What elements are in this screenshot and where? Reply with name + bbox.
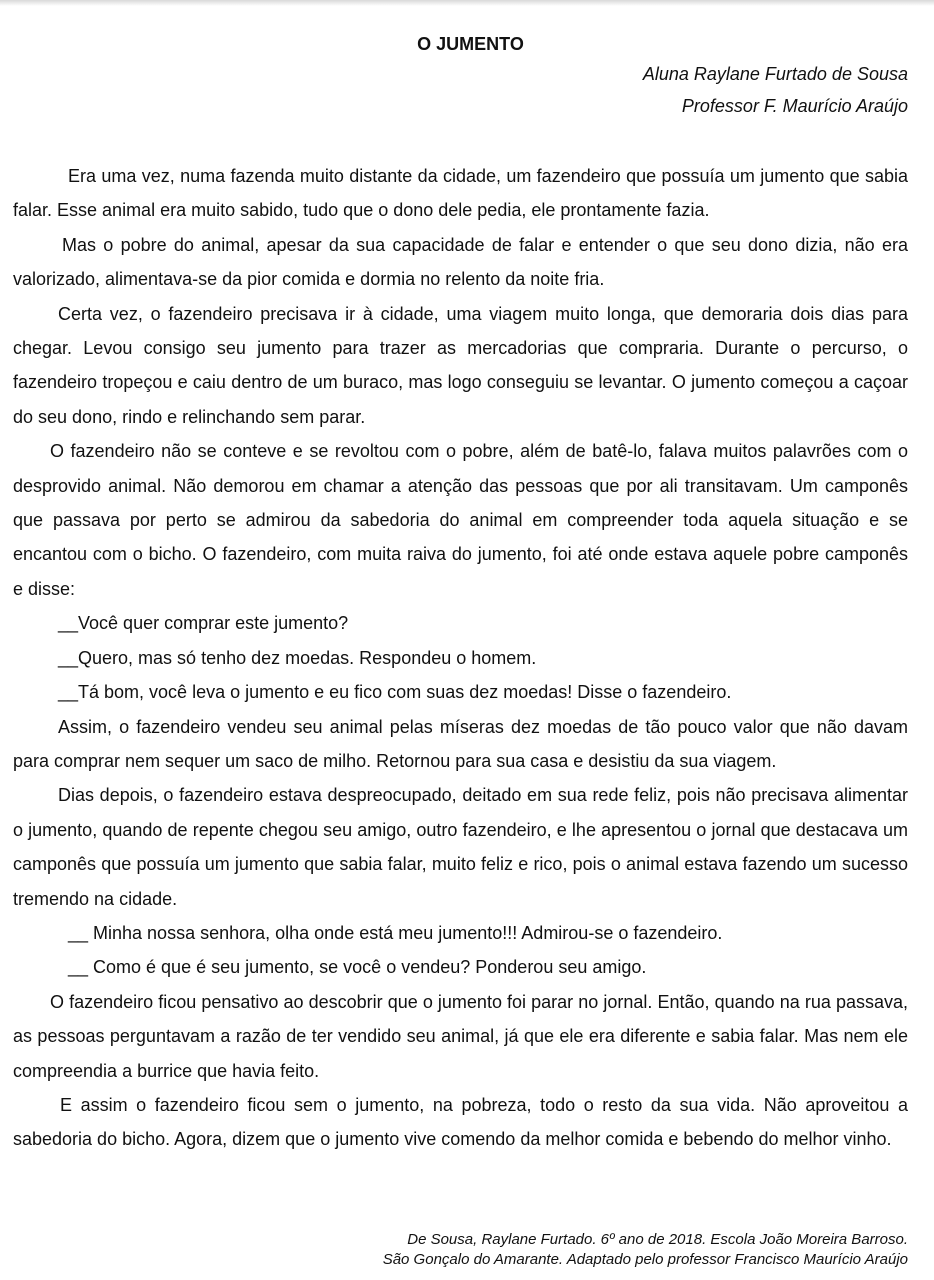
scan-edge-shadow	[0, 0, 934, 6]
paragraph: Certa vez, o fazendeiro precisava ir à cidade, uma viagem muito longa, que demoraria dois dias para chegar. Levou consigo seu jumento para trazer as mercadorias que compraria. Durante o percurso, o fazendeiro tropeçou e caiu dentro de um buraco, mas logo conseguiu se levantar. O jumento começou a caçoar do seu dono, rindo e relinchando sem parar.	[13, 303, 908, 427]
paragraph: O fazendeiro não se conteve e se revoltou com o pobre, além de batê-lo, falava muitos palavrões com o desprovido animal. Não demorou em chamar a atenção das pessoas que por ali transitavam. Um camponês que passava por perto se admirou da sabedoria do animal em compreender toda aquela situação e se encantou com o bicho. O fazendeiro, com muita raiva do jumento, foi até onde estava aquele pobre camponês e disse:	[13, 441, 908, 599]
paragraph: O fazendeiro ficou pensativo ao descobrir que o jumento foi parar no jornal. Então, quando na rua passava, as pessoas perguntavam a razão de ter vendido seu animal, já que ele era diferente e sabia falar. Mas nem ele compreendia a burrice que havia feito.	[13, 991, 908, 1081]
dialogue-line: __Quero, mas só tenho dez moedas. Respondeu o homem.	[58, 647, 537, 668]
story-body	[13, 159, 908, 1157]
paragraph: Assim, o fazendeiro vendeu seu animal pelas míseras dez moedas de tão pouco valor que não davam para comprar nem sequer um saco de milho. Retornou para sua casa e desistiu da sua viagem.	[13, 716, 908, 771]
author-line: Aluna Raylane Furtado de Sousa	[642, 64, 908, 84]
dialogue-line: __Você quer comprar este jumento?	[58, 613, 349, 634]
dialogue-line: __ Minha nossa senhora, olha onde está meu jumento!!! Admirou-se o fazendeiro.	[68, 922, 723, 943]
source-citation	[383, 1230, 908, 1270]
dialogue-line: __Tá bom, você leva o jumento e eu fico com suas dez moedas! Disse o fazendeiro.	[58, 682, 732, 703]
document-title: O JUMENTO	[417, 34, 524, 54]
paragraph: E assim o fazendeiro ficou sem o jumento, na pobreza, todo o resto da sua vida. Não aproveitou a sabedoria do bicho. Agora, dizem que o jumento vive comendo da melhor comida e bebendo do melhor vinho.	[13, 1094, 908, 1150]
source-line-2: São Gonçalo do Amarante. Adaptado pelo professor Francisco Maurício Araújo	[382, 1251, 908, 1268]
paragraph: Mas o pobre do animal, apesar da sua capacidade de falar e entender o que seu dono dizia, não era valorizado, alimentava-se da pior comida e dormia no relento da noite fria.	[13, 234, 908, 290]
dialogue-line: __ Como é que é seu jumento, se você o vendeu? Ponderou seu amigo.	[68, 957, 647, 978]
source-line-1: De Sousa, Raylane Furtado. 6º ano de 2018. Escola João Moreira Barroso.	[407, 1231, 908, 1248]
teacher-line: Professor F. Maurício Araújo	[681, 96, 908, 116]
paragraph: Dias depois, o fazendeiro estava despreocupado, deitado em sua rede feliz, pois não precisava alimentar o jumento, quando de repente chegou seu amigo, outro fazendeiro, e lhe apresentou o jornal que destacava um camponês que possuía um jumento que sabia falar, muito feliz e rico, pois o animal estava fazendo um sucesso tremendo na cidade.	[13, 785, 908, 909]
document-page	[13, 30, 908, 1157]
paragraph: Era uma vez, numa fazenda muito distante da cidade, um fazendeiro que possuía um jumento que sabia falar. Esse animal era muito sabido, tudo que o dono dele pedia, ele prontamente fazia.	[13, 166, 908, 221]
